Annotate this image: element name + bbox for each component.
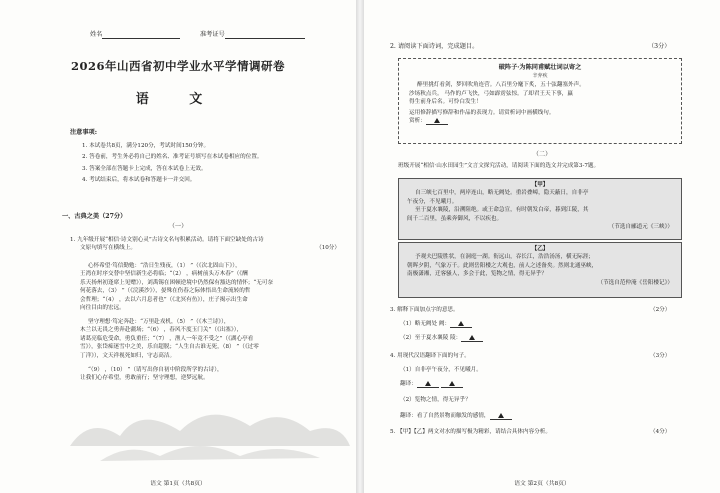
poem-answer[interactable] — [409, 117, 671, 125]
q2-line: 2. 请阅读下面诗词，完成题目。 — [390, 43, 479, 50]
q3-line: 3. 解释下面加点字的意思。 — [390, 307, 459, 313]
q3-item-2 — [400, 334, 483, 342]
poem-title: 破阵子·为陈同甫赋壮词以寄之 — [498, 64, 582, 71]
yi-label: 【乙】 — [531, 246, 549, 252]
passage-line: 会哲理；“（4） ，去以六月息者也”（《北冥有鱼》），庄子揭示出生命 — [80, 296, 248, 303]
poem-answer-label: 赏析： — [409, 118, 426, 125]
yi-line: 朝晖夕阴，气象万千。此则岳阳楼之大观也，前人之述备矣。然则北通巫峡， — [407, 262, 598, 269]
poem-body — [399, 80, 681, 125]
q2-score: （3分） — [648, 43, 671, 50]
q4-score: （3分） — [650, 353, 671, 359]
triangle-icon — [498, 413, 504, 418]
triangle-icon — [458, 321, 464, 326]
page-2 — [364, 0, 720, 493]
passage-line: 木兰以无畏之勇奔赴疆场；“（6） ，春风不度玉门关”（《出塞》）， — [80, 327, 243, 334]
q1-line2: 文原句填写在横线上。 — [80, 245, 136, 252]
yi-line: 予观夫巴陵胜状，在洞庭一湖。衔远山，吞长江，浩浩汤汤，横无际涯； — [415, 254, 595, 261]
cloud-decoration — [60, 396, 356, 466]
page-1 — [0, 0, 356, 493]
part-label: （一） — [168, 223, 188, 230]
note-item: 4. 考试结束后，将本试卷和答题卡一并交回。 — [82, 177, 196, 184]
exam-id-line — [225, 31, 305, 39]
q4-item-2: （2）览物之情，得无异乎？ — [400, 397, 471, 403]
q4-translation-2 — [400, 412, 512, 420]
note-item: 3. 答案全部在答题卡上完成，答在本试卷上无效。 — [82, 165, 207, 172]
note-item: 1. 本试卷共8页，满分120分，考试时间150分钟。 — [82, 143, 210, 149]
notes-title: 注意事项: — [70, 129, 98, 136]
notes-list — [82, 142, 350, 185]
passage-jia-box — [398, 178, 682, 240]
passage-line: 让我们心存希望，勇敢前行；坚守理想，逆梦远航。 — [80, 375, 209, 382]
q4-line: 4. 用现代汉语翻译下面的句子。 — [390, 353, 470, 359]
exam-id-field[interactable] — [200, 30, 305, 39]
page-footer: 语文 第2页（共8页） — [514, 481, 570, 487]
q3-item-1 — [400, 320, 472, 328]
q1-score: （10分） — [316, 245, 340, 252]
triangle-icon — [434, 118, 440, 123]
q5-line: 5. 【甲】【乙】两文对水的描写极为精彩，请结合具体内容分析。 — [390, 429, 551, 435]
poem-line: 沙场秋点兵。 马作的卢飞快，弓如霹雳弦惊。了却君王天下事，赢 — [409, 90, 573, 97]
jia-line: 午夜分，不见曦月。 — [407, 198, 458, 205]
answer-blank[interactable] — [441, 381, 463, 388]
triangle-icon — [449, 381, 455, 386]
note-item: 2. 答卷前，考生务必将自己的姓名、准考证号填写在本试卷相应的位置。 — [82, 154, 263, 161]
q5-score: （4分） — [650, 429, 671, 435]
jia-label: 【甲】 — [531, 182, 549, 188]
passage-line: 丁洋》），文天祥视死如归，守志高洁。 — [80, 352, 176, 359]
exam-title: 2026年山西省初中学业水平学情调研卷 — [70, 59, 285, 73]
yi-body — [399, 253, 681, 287]
jia-line: 至于夏水襄陵，沿溯阻绝。或王命急宣，有时朝发白帝，暮到江陵，其 — [415, 207, 589, 214]
translation-text: 翻译：看了自然景物而触发的感情， — [400, 413, 490, 419]
jia-source: （节选自郦道元《三峡》） — [608, 224, 673, 231]
passage-line: 坚守理想·笃定奔赴：“万里赴戎机，（5） ”（《木兰诗》）， — [88, 319, 230, 325]
jia-body — [399, 189, 681, 231]
q1-line1: 1. 九年级开展“相信·诗文别心灵”古诗文名句积累活动。请将下面空缺处的古诗 — [70, 237, 264, 243]
name-label: 姓名 — [90, 31, 103, 38]
part2-intro: 班级开展“相信·山水田园生”文言文探究活动，请阅读下面的选文并完成第3-7题。 — [398, 163, 600, 169]
poem-line: 得生前身后名。可怜白发生！ — [409, 99, 482, 106]
page-gutter — [356, 0, 364, 493]
yi-source: （节选自范仲淹《岳阳楼记》） — [597, 279, 673, 286]
passage-line: 雪》），张岱痴迷雪中之美，乐自超脱；“人生自古谁无死，（8） ”（《过零 — [80, 344, 259, 351]
q3-item-text: （2）至于夏水襄陵 陵： — [400, 335, 462, 341]
section-title: 一、古典之美（27分） — [62, 213, 127, 220]
jia-line: 间千二百里，虽乘奔御风，不以疾也。 — [407, 215, 503, 222]
name-field[interactable] — [90, 30, 180, 39]
poem-task: 运用修辞描写修辞和作品的表现力。请赏析词中画横线句。 — [409, 109, 555, 116]
question-1 — [70, 236, 340, 253]
passage-yi-box — [398, 242, 682, 298]
translation-label: 翻译： — [400, 381, 417, 387]
triangle-icon — [425, 381, 431, 386]
subject-title: 语 文 — [135, 92, 221, 107]
q4-translation-1 — [400, 380, 463, 388]
answer-blank[interactable] — [417, 381, 439, 388]
yi-line: 南极潇湘，迁客骚人，多会于此，览物之情，得无异乎？ — [407, 271, 547, 278]
passage-line: 心怀希望·笃信勤勉：“浩日生残夜，（1） ”（《次北固山下》）， — [88, 263, 241, 269]
passage-line: 诸葛亮临危受命，勇负重任；“（7） ，渔人一年竟不受之”（《湖心亭看 — [80, 335, 254, 342]
passage-line: 向往目由的宏远。 — [80, 305, 125, 312]
passage-hope — [80, 262, 346, 312]
poem-author: 辛弃疾 — [532, 73, 548, 79]
name-line — [102, 31, 180, 39]
passage-line: “（9） ，（10） ”（请写出你自初中阶段所学的古诗）， — [88, 367, 223, 373]
q4-item-1: （1）自非亭午夜分，不见曦月。 — [400, 367, 482, 373]
answer-blank[interactable] — [461, 335, 483, 342]
poem-box — [398, 58, 682, 144]
q3-score: （2分） — [650, 307, 671, 313]
part2-label: （二） — [532, 151, 552, 158]
answer-blank[interactable] — [490, 413, 512, 420]
q3-item-text: （1）略无阙处 阙： — [400, 321, 451, 327]
answer-blank[interactable] — [450, 321, 472, 328]
triangle-icon — [469, 335, 475, 340]
passage-ideal — [80, 318, 346, 360]
passage-line: 何花落去，（3） ”（《浣溪沙》），晏殊在伤春之际体悟出生命流转的哲 — [80, 288, 251, 295]
exam-id-label: 准考证号 — [200, 31, 225, 38]
answer-blank[interactable] — [426, 118, 448, 125]
jia-line: 自三峡七百里中，两岸连山，略无阙处。重岩叠嶂，隐天蔽日，自非亭 — [415, 190, 589, 197]
passage-closing — [80, 366, 346, 383]
page-footer: 语文 第1页（共8页） — [150, 481, 206, 487]
passage-line: 乐天扬州初逢席上见赠》），刘禹锡在困顿逆境中仍然保有豁达的情怀；“无可奈 — [80, 279, 274, 286]
poem-line: 醉里挑灯看剑，梦回吹角连营。八百里分麾下炙，五十弦翻塞外声。 — [417, 82, 585, 89]
passage-line: 王湾在时序交替中坚信新生必将临；“（2） ，病树前头万木春”（《酬 — [80, 271, 248, 278]
